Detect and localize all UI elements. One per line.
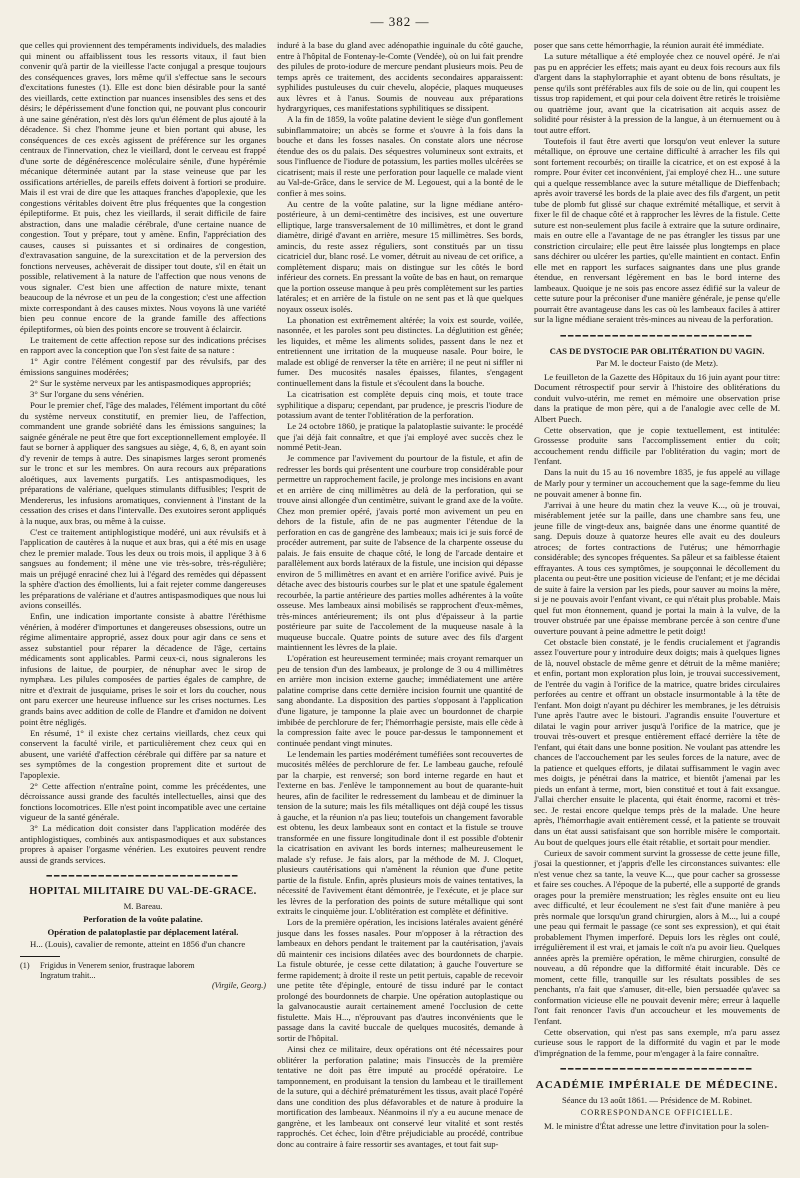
section-author: M. Bareau.	[123, 900, 163, 911]
footnote-number: (1)	[20, 960, 30, 970]
section-title-dystocie: CAS DE DYSTOCIE PAR OBLITÉRATION DU VAGIN.	[549, 345, 765, 356]
article-title: Perforation de la voûte palatine.	[83, 914, 203, 925]
paragraph: 2° Cette affection n'entraîne point, comme les précédentes, une décroissance aussi grande des facultés intellectuelles, ainsi que des fonctions locomotrices. Elle n'est point incompatible avec une certaine vigueur de la santé générale.	[20, 780, 266, 823]
paragraph: Au centre de la voûte palatine, sur la ligne médiane antéro-postérieure, à un demi-centimètre des incisives, est une ouverture elliptique, large transversalement de 10 millimètres, et dont le grand diamètre, dirigé d'avant en arrière, mesure 15 millimètres. Ses bords, amincis, du reste assez réguliers, sont constitués par un tissu cicatriciel dur, blanc rosé. Le vomer, détruit au niveau de cet orifice, a complètement disparu; mais on distingue sur les côtés le bord inférieur des cornets. En pressant la voûte de bas en haut, on remarque que la portion osseuse manque à peu près complètement sur les parties latérales; et en arrière de la fistule on ne sent pas et là que quelques noyaux osseux isolés.	[277, 198, 523, 314]
paragraph: Je commence par l'avivement du pourtour de la fistule, et afin de redresser les bords qui présentent une courbure trop considérable pour permettre un rapprochement facile, je prolonge mes incisions en avant et en arrière de cinq millimètres au delà de la perforation, qui se trouve ainsi allongée d'un centimètre, suivant le grand axe de la voûte. Chez mon premier opéré, j'avais porté mon avivement un peu en dehors de la fistule, afin de ne pas augmenter l'étendue de la perforation en cas de gangrène des lambeaux; mais ici je suis forcé de procéder autrement, par suite de l'absence de la charpente osseuse du palais. Je fais ensuite de chaque côté, le long de l'arcade dentaire et parallèlement aux bords latéraux de la fistule, une incision qui dépasse environ de 5 millimètres en avant et en arrière l'orifice avivé. Puis je détache avec des bistouris courbes sur le plat et une spatule également recourbée, la partie antérieure des parties molles adhérentes à la voûte osseuse. Mes lambeaux ainsi mobilisés se rapprochent d'eux-mêmes, très-minces antérieurement; ils ont plus d'épaisseur à la partie postérieure par suite de l'accolement de la muqueuse nasale à la muqueuse buccale. Quatre points de suture avec des fils d'argent maintiennent les lèvres de la plaie.	[277, 453, 523, 653]
column-middle	[277, 40, 523, 1150]
section-divider: ━━━━━━━━━━━━━━━━━━━━━━━━━━	[560, 330, 754, 341]
section-title-hopital: HOPITAL MILITAIRE DU VAL-DE-GRACE.	[29, 886, 257, 898]
paragraph: Le feuilleton de la Gazette des Hôpitaux du 16 juin ayant pour titre: Document rétrospectif pour servir à l'histoire des oblitérations du conduit vulvo-utérin, me remet en mémoire une observation prise dans la pratique de mon père, qui a de l'analogie avec celle de M. Albert Puech.	[534, 371, 780, 424]
paragraph: La suture métallique a été employée chez ce nouvel opéré. Je n'ai pas pu en apprécier les effets; mais ayant eu deux fois recours aux fils d'argent dans la staphylorraphie et ayant obtenu de bons résultats, je pense qu'ils sont préférables aux fils de soie ou de lin, qui coupent les tissus trop rapidement, et qui pour cela doivent être retirés le troisième ou quatrième jour, avant que la cicatrisation ait acquis assez de solidité pour résister à la pression de la langue, à un éternuement ou à tout autre effort.	[534, 51, 780, 135]
section-divider: ━━━━━━━━━━━━━━━━━━━━━━━━━━	[560, 1064, 754, 1075]
footnote	[20, 961, 266, 991]
footnote-line: Frigidus in Venerem senior, frustraque laborem	[40, 960, 195, 970]
paragraph: A la fin de 1859, la voûte palatine devient le siège d'un gonflement subinflammatoire; un abcès se forme et s'ouvre à la fois dans la bouche et dans les fosses nasales. On constate alors une nécrose étendue des os du palais. Des séquestres volumineux sont extraits, et sous l'influence de l'iodure de potassium, les parties molles ulcérées se cicatrisent; mais il reste une perforation pour laquelle ce malade vient au Val-de-Grâce, dans le service de M. Legouest, qui a la bonté de le confier à mes soins.	[277, 114, 523, 198]
paragraph: Le traitement de cette affection repose sur des indications précises en rapport avec la conception que l'on s'est faite de sa nature :	[20, 334, 266, 356]
paragraph: En résumé, 1° il existe chez certains vieillards, chez ceux qui conservent la faculté virile, et particulièrement chez ceux qui en abusent, une variété d'affection cérébrale qui diffère par sa nature et ses symptômes de la congestion proprement dite et surtout de l'apoplexie.	[20, 727, 266, 780]
paragraph: Le 24 octobre 1860, je pratique la palatoplastie suivante: le procédé que j'ai déjà fait connaître, et que j'ai employé avec succès chez le nommé Petit-Jean.	[277, 421, 523, 453]
paragraph: H... (Louis), cavalier de remonte, atteint en 1856 d'un chancre	[30, 939, 246, 950]
paragraph: Ainsi chez ce militaire, deux opérations ont été nécessaires pour oblitérer la perforation palatine; mais l'insuccès de la première tentative ne doit pas être imputé au procédé opératoire. Le tamponnement, en produisant la tension du lambeau et le tiraillement de la suture, qui a déchiré prématurément les tissus, avait placé l'opéré dans une condition des plus défavorables et de nature à produire la mortification des lambeaux. Néanmoins il n'y a eu aucune menace de gangrène, et les lambeaux ont conservé leur vitalité et sont restés rapprochés. Cet échec, loin d'être préjudiciable au procédé, contribue donc au contraire à faire ressortir ses avantages, et tout fait sup-	[277, 1043, 523, 1149]
section-title-academie: ACADÉMIE IMPÉRIALE DE MÉDECINE.	[535, 1079, 779, 1092]
paragraph: que celles qui proviennent des tempéraments individuels, des maladies qui minent ou affaiblissent tous les ressorts vitaux, il faut bien convenir qu'à partir de la vieillesse l'acte conjugal a presque toujours des conséquences graves, lors même qu'il s'effectue sans le secours d'excitations funestes (1). Elle est donc bien désirable pour la santé des vieillards, cette extinction par nuances insensibles des sens et des désirs; le dépérissement d'une fonction qui, ne pouvant plus concourir à une saine génération, n'est dès lors qu'un élément de plus ajouté à la décadence. Si chez l'homme jeune et bien portant qui abuse, les conséquences de ces excès agissent de préférence sur les organes centraux de l'innervation, chez le vieillard, dont le cerveau est frappé d'une sorte de dégénérescence moléculaire sénile, d'une hypérémie mécanique déterminée autant par la stase veineuse que par les ossifications artérielles, de pareils effets doivent à fortiori se produire. Mais il est vrai de dire que les attaques franches d'apoplexie, que les congestions véritables doivent être plus fréquentes que la congestion épileptiforme. Et puis, chez les vieillards, il serait difficile de faire abstraction, dans une maladie cérébrale, d'une certaine nuance de congestion. Tout y prépare, tout y amène. Enfin, l'appréciation des causes, causes si puissantes et si ordinaires de congestion, d'extravasation sanguine, de la surexcitation et de la perversion des fonctions nerveuses, achèverait de dissiper tout doute, s'il en était un possible, relativement à la nature de l'affection que nous venons de vous signaler. C'est bien une affection de nature mixte, tenant beaucoup de la névrose et un peu de la congestion; c'est une affection mixte correspondant à des causes mixtes. Nous voyons là une variété bien peu connue encore de la grande famille des affections épileptiformes, où bien des points encore se trouvent à éclaircir.	[20, 40, 266, 334]
paragraph: L'opération est heureusement terminée; mais croyant remarquer un peu de tension d'un des lambeaux, je prolonge de 3 ou 4 millimètres en arrière mon incision externe gauche; immédiatement une artère palatine comprise dans cette dernière incision fournit une quantité de sang abondante. La disposition des parties s'opposant à l'application d'une ligature, je tamponne la plaie avec un bourdonnet de charpie imbibée de perchlorure de fer; l'hémorrhagie persiste, mais elle cède à la compression faite avec le pouce par-dessus le tamponnement et continuée pendant vingt minutes.	[277, 653, 523, 748]
paragraph: induré à la base du gland avec adénopathie inguinale du côté gauche, entre à l'hôpital de Fontenay-le-Comte (Vendée), où on lui fait prendre des pilules de proto-iodure de mercure pendant plusieurs mois. Peu de temps après ce traitement, des accidents secondaires apparaissent: syphilides pustuleuses du cuir chevelu, alopécie, plaques muqueuses aux lèvres et à l'anus. Soumis de nouveau aux préparations hydrargyriques, ces manifestations syphilitiques se dissipent.	[277, 40, 523, 114]
column-left	[20, 40, 266, 990]
paragraph: Toutefois il faut être averti que lorsqu'on veut enlever la suture métallique, on éprouve une certaine difficulté à arracher les fils qui sont fortement recourbés; on tiraille la cicatrice, et on est exposé à la rompre. Pour éviter cet inconvénient, j'ai employé chez H... une suture qui a quelque ressemblance avec la suture métallique de Dieffenbach; après avoir traversé les bords de la plaie avec des fils d'argent, un petit tube de plomb fut glissé sur chaque extrémité métallique, et servit à fixer le fil de chaque côté et à rapprocher les lèvres de la fistule. Cette suture est non-seulement plus facile à extraire que la suture ordinaire, mais en outre elle a l'avantage de ne pas étrangler les tissus par une constriction circulaire; elle peut être laissée plus longtemps en place sans déchirer ou ulcérer les parties, qu'elle maintient en contact. Enfin elle met en rapport les surfaces saignantes dans une plus grande étendue, en renversant légèrement en bas le bord interne des lambeaux. Quoique je ne sois pas encore assez édifié sur la valeur de cette suture pour la préconiser d'une manière générale, je pense qu'elle pourrait être avantageuse dans les cas où les lambeaux faciles à attirer sur la ligne médiane seraient très-minces au niveau de la perforation.	[534, 135, 780, 325]
article-subtitle: Opération de palatoplastie par déplacement latéral.	[47, 926, 239, 937]
paragraph: Cette observation, qui n'est pas sans exemple, m'a paru assez curieuse sous le rapport de la difformité du vagin et par le mode d'imprégnation de la femme, pour m'engager à la faire connaître.	[534, 1026, 780, 1058]
footnote-line: Ingratum trahit...	[40, 970, 96, 980]
paragraph: 2° Sur le système nerveux par les antispasmodiques appropriés;	[30, 378, 252, 388]
paragraph: J'arrivai à une heure du matin chez la veuve K..., où je trouvai, misérablement jetée sur la paille, dans une chambre sans feu, une jeune fille de vingt-deux ans, baignée dans une énorme quantité de sang. Depuis douze à quatorze heures elle avait eu des douleurs atroces; de fortes contractions de l'utérus; une hémorrhagie considérable; des syncopes fréquentes. Sa pâleur et sa faiblesse étaient effrayantes. A tous ces symptômes, je soupçonnai le décollement du placenta ou peut-être une position vicieuse de l'enfant; et je me décidai de suite à faire la version par les pieds, pour sauver au moins la mère, si je ne pouvais avoir l'enfant vivant, ce qui n'était plus probable. Mais quel fut mon étonnement, quand je portai la main à la vulve, de la trouver obstruée par une épaisse membrane percée à son centre d'une ouverture pouvant à peine admettre le petit doigt!	[534, 499, 780, 636]
correspondance-title: CORRESPONDANCE OFFICIELLE.	[580, 1108, 734, 1118]
footnote-source: (Virgile, Georg.)	[211, 980, 266, 990]
section-divider: ━━━━━━━━━━━━━━━━━━━━━━━━━━	[46, 871, 240, 882]
section-author: Par M. le docteur Faisto (de Metz).	[595, 358, 719, 369]
paragraph: Cet obstacle bien constaté, je le fendis crucialement et j'agrandis assez l'ouverture pour y introduire deux doigts; mais à quelques lignes de là, nouvel obstacle de même genre et détruit de la même manière; et enfin, portant mon exploration plus loin, je trouvai successivement, de l'entrée du vagin à l'orifice de la matrice, quatre brides circulaires perforées au centre et offrant un obstacle insurmontable à la tête de l'enfant. Mon doigt n'ayant pu déchirer les membranes, je les détruisis l'une après l'autre avec le bistouri. J'agrandis ensuite l'ouverture et dilatai le vagin pour arriver jusqu'à l'orifice de la matrice, que je trouvai très-ouvert et presque entièrement effacé derrière la tête de l'enfant, qui était dans une bonne position. Ne voulant pas attendre les chances de l'accouchement par les seules forces de la nature, avec de la patience et quelques efforts, je dilatai suffisamment le vagin avec mes doigts, je pénétrai dans la matrice, et bientôt j'amenai par les pieds un enfant à terme, mort, bien constitué et tout à fait exsangue. J'allai chercher ensuite le placenta, qui était énorme, racorni et très-sec. Je restai encore quelque temps près de la malade. Une heure après, l'hémorrhagie avait entièrement cessé, et la patiente se trouvait dans un état aussi satisfaisant que son horrible misère le comportait. Au bout de quelques jours elle était rétablie, et sortait pour mendier.	[534, 636, 780, 847]
paragraph: poser que sans cette hémorrhagie, la réunion aurait été immédiate.	[534, 40, 764, 50]
column-right	[534, 40, 780, 1132]
paragraph: Enfin, une indication importante consiste à abattre l'éréthisme vénérien, à modérer d'importunes et dangereuses obsessions, outre un régime alimentaire approprié, assez doux pour agir dans ce sens et assez substantiel pour réparer la décadence de l'âge, certains médicaments sont applicables. Parmi ceux-ci, nous signalerons les infusions de laitue, de pourpier, de nénuphar avec le sirop de nymphæa. Les pilules composées de parties égales de camphre, de nitre et d'extrait de jusquiame, prises le soir et lors du coucher, nous ont paru exercer une heureuse influence sur les crises nocturnes. Les grands bains avec addition de colle de Flandre et d'amidon ne doivent point être négligés.	[20, 611, 266, 727]
paragraph: Pour le premier chef, l'âge des malades, l'élément important du côté du système nerveux constitutif, en premier lieu, de l'affection, commandent une grande sobriété dans les émissions sanguines; la saignée générale ne peut être que fort exceptionnellement employée. Il faut se borner à appliquer des sangsues au siège, 4, 6, 8, en ayant soin d'y revenir de temps à autre. Des sinapismes larges seront promenés sur le tronc et sur les membres. On aura recours aux préparations aloétiques, aux lavements purgatifs. Les antispasmodiques, les préparations de valériane, quelques stimulants diffusibles; l'esprit de Mendererus, les infusions aromatiques, conviennent à l'instant de la cessation des crises et dans l'intervalle. Des exutoires seront appliqués à la nuque, aux bras, ou même à la cuisse.	[20, 400, 266, 526]
paragraph: Lors de la première opération, les incisions latérales avaient généré jusque dans les fosses nasales. Pour m'opposer à la rétraction des lambeaux en dehors pendant le traitement par la cautérisation, j'avais dû maintenir ces incisions dilatées avec des bourdonnets de charpie. La fistule obturée, je cesse cette dilatation; à gauche l'ouverture se ferme rapidement; à droite il reste un petit pertuis, capable de recevoir une petite tête d'épingle, entouré de tissu induré par le contact prolongé des bourdonnets de charpie. Une opération autoplastique ou la galvanocaustie aurait certainement amené l'occlusion de cette fistulette. Mais H..., n'éprouvant pas d'autres inconvénients que le passage dans la cavité buccale de quelques mucosités, demande à sortir de l'hôpital.	[277, 917, 523, 1043]
paragraph: La cicatrisation est complète depuis cinq mois, et toute trace syphilitique a disparu; cependant, par prudence, je prescris l'iodure de potassium avant de tenter l'oblitération de la perforation.	[277, 389, 523, 421]
paragraph: M. le ministre d'État adresse une lettre d'invitation pour la solen-	[544, 1120, 769, 1131]
paragraph: C'est ce traitement antiphlogistique modéré, uni aux révulsifs et à l'application de cautères à la nuque et aux bras, qui a été mis en usage chez le premier malade. Tous les deux ou trois mois, il applique 3 à 6 sangsues au fondement; il mène une vie très-sobre, très-régulière; mais un préjugé enraciné chez lui à l'égard des remèdes qui dépassent la sphère d'action des émollients, lui a fait rejeter comme dangereuses les préparations de valériane et d'autres antispasmodiques que nous lui avions conseillés.	[20, 526, 266, 611]
paragraph: La phonation est extrêmement altérée; la voix est sourde, voilée, nasonnée, et les paroles sont peu distinctes. La déglutition est gênée; les liquides, et même les aliments solides, passent dans le nez et entretiennent une irritation de la muqueuse nasale. Pour boire, le malade est obligé de renverser la tête en arrière; il ne peut ni siffler ni fumer. Des mucosités nasales épaisses, filantes, s'engagent continuellement dans la fistule et s'écoulent dans la bouche.	[277, 314, 523, 388]
paragraph: 3° La médication doit consister dans l'application modérée des antiphlogistiques, combinés aux antispasmodiques et aux substances propres à apaiser l'orgasme vénérien. Les exutoires peuvent rendre aussi de grands services.	[20, 823, 266, 865]
page-number: — 382 —	[370, 14, 430, 29]
paragraph: 1° Agir contre l'élément congestif par des révulsifs, par des émissions sanguines modérées;	[20, 356, 266, 377]
seance-line: Séance du 13 août 1861. — Présidence de M. Robinet.	[561, 1094, 753, 1105]
paragraph: 3° Sur l'organe du sens vénérien.	[30, 389, 144, 400]
paragraph: Le lendemain les parties modérément tuméfiées sont recouvertes de mucosités mêlées de perchlorure de fer. Le lambeau gauche, refoulé par la charpie, est renversé; son bord interne regarde en haut et l'externe en bas. J'enlève le tamponnement au bout de quarante-huit heures, afin de faciliter le redressement du lambeau et de diminuer la tension de la suture; mais les fils métalliques ont déjà coupé les tissus à gauche, et la réunion n'a pas lieu; toutefois un changement favorable est obtenu, les deux lambeaux sont en contact et la fistule se trouve transformée en une fissure longitudinale dont il est possible d'obtenir la cicatrisation en avivant les bords internes; malheureusement le malade s'y refuse. Je fais alors, par la méthode de M. J. Cloquet, plusieurs cautérisations qui n'amènent la réunion que d'une petite partie de la fistule. Enfin, après plusieurs mois de vaines tentatives, la nécessité de l'avivement étant démontrée, je l'exécute, et je place sur les lèvres de la perforation des points de suture métallique qui sont extraits le cinquième jour. L'oblitération est complète et définitive.	[277, 748, 523, 917]
footnote-divider	[20, 956, 60, 957]
paragraph: Cette observation, que je copie textuellement, est intitulée: Grossesse produite sans l'accomplissement entier du coït; accouchement rendu difficile par l'oblitération du vagin; mort de l'enfant.	[534, 424, 780, 467]
paragraph: Curieux de savoir comment survint la grossesse de cette jeune fille, j'osai la questionner, et j'appris d'elle les circonstances suivantes: elle n'est venue chez sa tante, la veuve K..., que pour cacher sa grossesse et faire ses couches. A l'époque de la puberté, elle a supporté de grands orages pour la première menstruation; les règles ensuite ont eu lieu avec difficulté, et leur écoulement ne s'est fait d'une manière à peu près normale que lorsqu'un grand chirurgien, alors à M..., lui a coupé une peau qui fermait le passage (ce sont ses expression), et qui était probablement l'hymen imperforé. Depuis lors les règles ont coulé, irrégulièrement il est vrai, et jamais le coït n'a pu avoir lieu. Quelques années après la première opération, le même chirurgien, consulté de nouveau, a dû répondre que la difformité était incurable. Dès ce moment, cette fille, tranquille sur les résultats possibles de ses penchants, n'a fait que s'amuser, dit-elle, bien persuadée qu'avec sa conformation vicieuse elle ne pouvait devenir mère; erreur à laquelle l'ont fait renoncer l'avis d'un accoucheur et les mouvements de l'enfant.	[534, 847, 780, 1026]
paragraph: Dans la nuit du 15 au 16 novembre 1835, je fus appelé au village de Marly pour y terminer un accouchement que la sage-femme du lieu ne pouvait amener à bonne fin.	[534, 467, 780, 499]
